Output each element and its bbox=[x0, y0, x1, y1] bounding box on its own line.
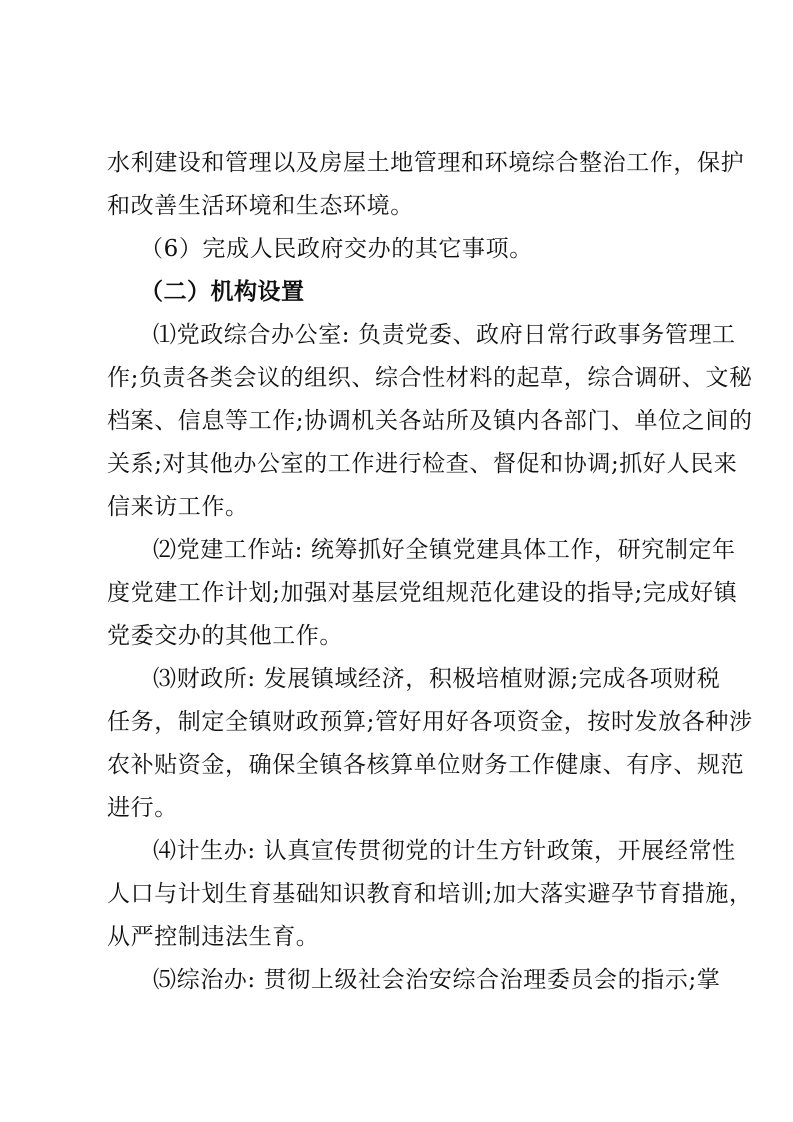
text-line: 任务，制定全镇财政预算;管好用好各项资金，按时发放各种涉 bbox=[107, 709, 753, 735]
text-line: （6）完成人民政府交办的其它事项。 bbox=[140, 236, 533, 262]
text-line: 信来访工作。 bbox=[107, 494, 249, 520]
text-line: ⑷计生办: 认真宣传贯彻党的计生方针政策，开展经常性 bbox=[153, 838, 736, 864]
text-line: ⑸综治办: 贯彻上级社会治安综合治理委员会的指示;掌 bbox=[153, 967, 721, 993]
text-line: 进行。 bbox=[107, 795, 178, 821]
section-heading: （二）机构设置 bbox=[140, 279, 305, 305]
text-line: 档案、信息等工作;协调机关各站所及镇内各部门、单位之间的 bbox=[107, 408, 753, 434]
text-line: 和改善生活环境和生态环境。 bbox=[107, 193, 414, 219]
text-line: 关系;对其他办公室的工作进行检查、督促和协调;抓好人民来 bbox=[107, 451, 738, 477]
text-line: 党委交办的其他工作。 bbox=[107, 623, 343, 649]
text-line: 水利建设和管理以及房屋土地管理和环境综合整治工作，保护 bbox=[107, 150, 745, 176]
text-line: 人口与计划生育基础知识教育和培训;加大落实避孕节育措施， bbox=[107, 881, 753, 907]
text-line: ⑴党政综合办公室: 负责党委、政府日常行政事务管理工 bbox=[153, 322, 736, 348]
text-line: 农补贴资金，确保全镇各核算单位财务工作健康、有序、规范 bbox=[107, 752, 745, 778]
text-line: 作;负责各类会议的组织、综合性材料的起草，综合调研、文秘 bbox=[107, 365, 753, 391]
text-line: 从严控制违法生育。 bbox=[107, 924, 320, 950]
text-line: 度党建工作计划;加强对基层党组规范化建设的指导;完成好镇 bbox=[107, 580, 738, 606]
text-line: ⑶财政所: 发展镇域经济，积极培植财源;完成各项财税 bbox=[153, 666, 721, 692]
text-line: ⑵党建工作站: 统筹抓好全镇党建具体工作，研究制定年 bbox=[153, 537, 736, 563]
